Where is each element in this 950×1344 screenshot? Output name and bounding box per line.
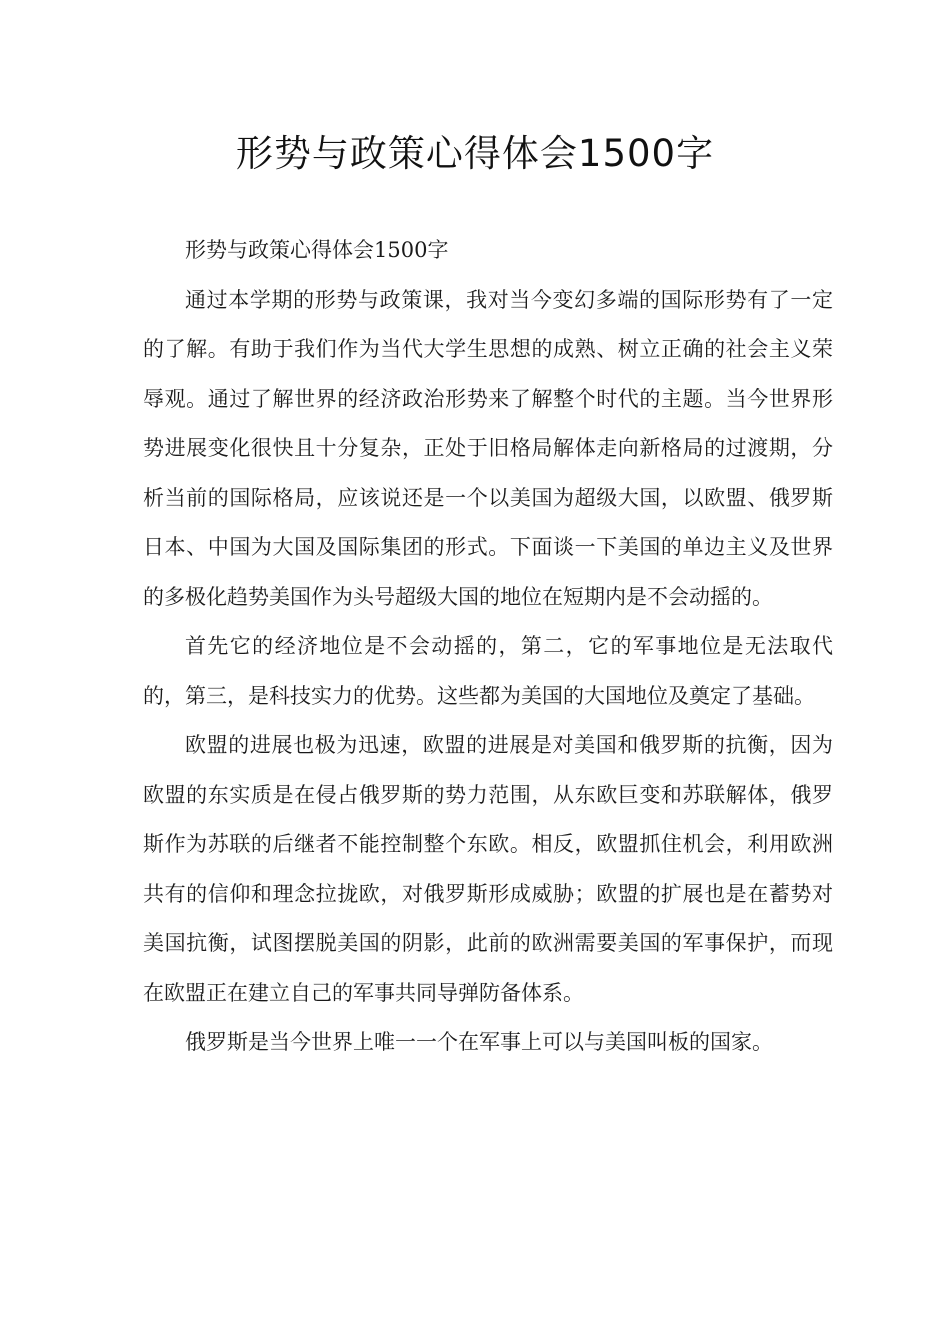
paragraph: 首先它的经济地位是不会动摇的，第二，它的军事地位是无法取代的，第三，是科技实力的优势。这些都为美国的大国地位及奠定了基础。 <box>143 634 833 708</box>
paragraph: 俄罗斯是当今世界上唯一一个在军事上可以与美国叫板的国家。 <box>185 1030 773 1054</box>
paragraph: 通过本学期的形势与政策课，我对当今变幻多端的国际形势有了一定的了解。有助于我们作为当代大学生思想的成熟、树立正确的社会主义荣辱观。通过了解世界的经济政治形势来了解整个时代的主题。当今世界形势进展变化很快且十分复杂，正处于旧格局解体走向新格局的过渡期，分析当前的国际格局，应该说还是一个以美国为超级大国，以欧盟、俄罗斯日本、中国为大国及国际集团的形式。下面谈一下美国的单边主义及世界的多极化趋势美国作为头号超级大国的地位在短期内是不会动摇的。 <box>143 287 833 609</box>
paragraph-subtitle: 形势与政策心得体会1500字 <box>185 238 449 262</box>
document-body <box>143 226 833 1068</box>
document-title: 形势与政策心得体会1500字 <box>235 132 715 175</box>
paragraph: 欧盟的进展也极为迅速，欧盟的进展是对美国和俄罗斯的抗衡，因为欧盟的东实质是在侵占俄罗斯的势力范围，从东欧巨变和苏联解体，俄罗斯作为苏联的后继者不能控制整个东欧。相反，欧盟抓住机会，利用欧洲共有的信仰和理念拉拢欧，对俄罗斯形成威胁；欧盟的扩展也是在蓄势对美国抗衡，试图摆脱美国的阴影，此前的欧洲需要美国的军事保护，而现在欧盟正在建立自己的军事共同导弹防备体系。 <box>143 733 833 1005</box>
